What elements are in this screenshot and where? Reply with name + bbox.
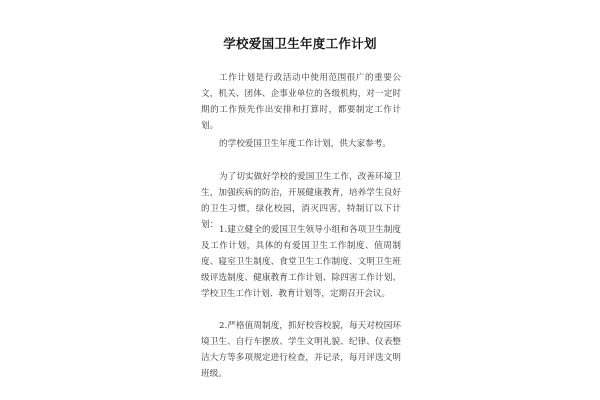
paragraph-intro: 工作计划是行政活动中使用范围很广的重要公文，机关、团体、企事业单位的各级机构，对一定时期的工作预先作出安排和打算时，都要制定工作计划。 [201, 73, 401, 131]
paragraph-item-1: 1.建立健全的爱国卫生领导小组和各项卫生制度及工作计划，具体的有爱国卫生工作制度、值周制度、寝室卫生制度、食堂卫生工作制度、文明卫生班级评选制度、健康教育工作计划、除四害工作计划、学校卫生工作计划、教育计划等，定期召开会议。 [201, 225, 401, 299]
paragraph-purpose: 为了切实做好学校的爱国卫生工作，改善环境卫生，加强疾病的防治，开展健康教育，培养学生良好的卫生习惯，绿化校园，消灭四害，特制订以下计划： [201, 172, 401, 230]
paragraph-reference: 的学校爱国卫生年度工作计划，供大家参考。 [219, 139, 391, 149]
paragraph-item-2: 2.严格值周制度，抓好校容校貌，每天对校园环境卫生、自行车摆放、学生文明礼貌、纪律、仪表整洁大方等多项规定进行检查，并记录，每月评选文明班级。 [201, 321, 401, 379]
document-title: 学校爱国卫生年度工作计划 [223, 36, 377, 51]
